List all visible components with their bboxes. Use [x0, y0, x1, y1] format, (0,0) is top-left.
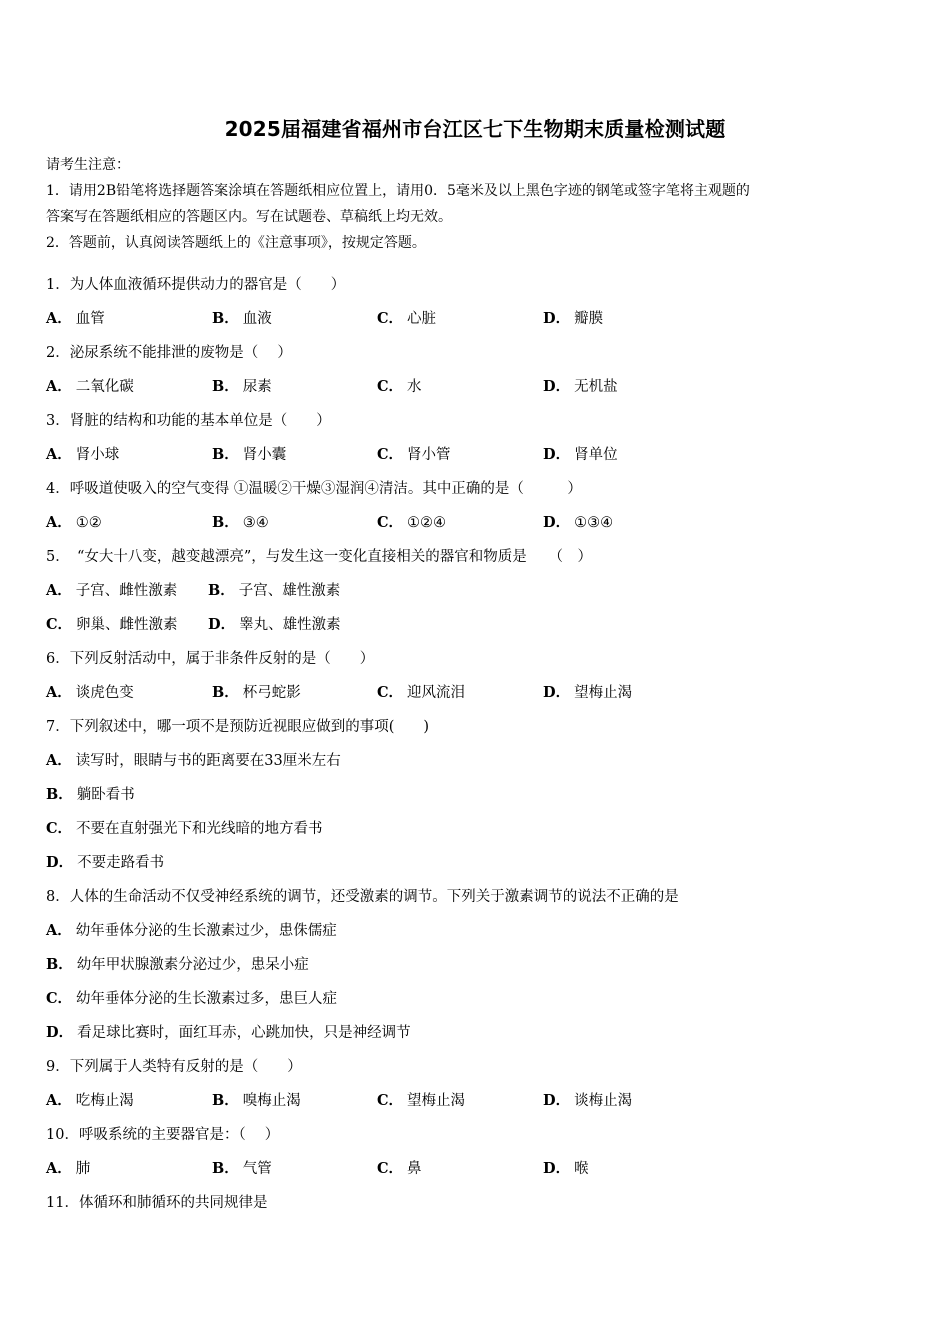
option-b: B． 杯弓蛇影: [212, 684, 301, 701]
option-a: A． 二氧化碳: [46, 378, 134, 395]
option-a: A． 谈虎色变: [46, 684, 134, 701]
option-d: D． 谈梅止渴: [543, 1092, 633, 1109]
question-stem: 6．下列反射活动中，属于非条件反射的是（ ）: [46, 651, 375, 667]
option-b: B． 躺卧看书: [46, 786, 135, 803]
option-d: D． 无机盐: [543, 378, 618, 395]
option-c: C． 水: [377, 378, 422, 395]
notice-heading: 请考生注意：: [46, 157, 130, 173]
option-a: A． 子宫、雌性激素: [46, 582, 178, 599]
option-c: C． 卵巢、雌性激素: [46, 616, 178, 633]
exam-notice: [46, 152, 906, 256]
notice-line-1: 1．请用2B铅笔将选择题答案涂填在答题纸相应位置上，请用0．5毫米及以上黑色字迹的钢笔或签字笔将主观题的: [46, 183, 750, 199]
question-stem: 3．肾脏的结构和功能的基本单位是（ ）: [46, 413, 331, 429]
option-b: B． ③④: [212, 514, 269, 531]
option-row: [46, 1088, 906, 1122]
option-c: C． ①②④: [377, 514, 447, 531]
question-stem: 10．呼吸系统的主要器官是：（ ）: [46, 1127, 280, 1143]
option-d: D． ①③④: [543, 514, 614, 531]
option-c: C． 幼年垂体分泌的生长激素过多，患巨人症: [46, 990, 338, 1007]
option-b: B． 血液: [212, 310, 272, 327]
option-b: B． 肾小囊: [212, 446, 287, 463]
option-b: B． 气管: [212, 1160, 272, 1177]
option-a: A． ①②: [46, 514, 102, 531]
question-list: [46, 272, 906, 1224]
option-row: [46, 306, 906, 340]
question-stem: 9．下列属于人类特有反射的是（ ）: [46, 1059, 302, 1075]
option-a: A． 吃梅止渴: [46, 1092, 134, 1109]
option-row: [46, 442, 906, 476]
option-d: D． 望梅止渴: [543, 684, 633, 701]
option-c: C． 肾小管: [377, 446, 451, 463]
question-stem: 2．泌尿系统不能排泄的废物是（ ）: [46, 345, 292, 361]
question-stem: 8．人体的生命活动不仅受神经系统的调节，还受激素的调节。下列关于激素调节的说法不正确的是: [46, 889, 679, 905]
page-title: 2025届福建省福州市台江区七下生物期末质量检测试题: [224, 117, 726, 141]
option-d: D． 不要走路看书: [46, 854, 165, 871]
option-c: C． 望梅止渴: [377, 1092, 466, 1109]
option-c: C． 不要在直射强光下和光线暗的地方看书: [46, 820, 323, 837]
option-c: C． 鼻: [377, 1160, 422, 1177]
question-stem: 1．为人体血液循环提供动力的器官是（ ）: [46, 277, 346, 293]
option-row: [46, 374, 906, 408]
notice-line-2: 答案写在答题纸相应的答题区内。写在试题卷、草稿纸上均无效。: [46, 209, 452, 225]
option-d: D． 瓣膜: [543, 310, 604, 327]
option-c: C． 迎风流泪: [377, 684, 466, 701]
option-d: D． 睾丸、雄性激素: [208, 616, 341, 633]
option-a: A． 读写时，眼睛与书的距离要在33厘米左右: [46, 752, 341, 769]
notice-line-3: 2．答题前，认真阅读答题纸上的《注意事项》，按规定答题。: [46, 235, 426, 251]
question-stem: 11．体循环和肺循环的共同规律是: [46, 1195, 268, 1211]
option-a: A． 幼年垂体分泌的生长激素过少，患侏儒症: [46, 922, 337, 939]
option-b: B． 幼年甲状腺激素分泌过少，患呆小症: [46, 956, 309, 973]
option-row: [46, 680, 906, 714]
question-stem: 7．下列叙述中，哪一项不是预防近视眼应做到的事项( ): [46, 719, 430, 735]
option-a: A． 肺: [46, 1160, 91, 1177]
question-stem: 5． “女大十八变，越变越漂亮”，与发生这一变化直接相关的器官和物质是 （ ）: [46, 549, 593, 565]
option-row: [46, 612, 906, 646]
option-c: C． 心脏: [377, 310, 437, 327]
option-d: D． 喉: [543, 1160, 589, 1177]
option-row: [46, 1156, 906, 1190]
option-row: [46, 578, 906, 612]
option-d: D． 看足球比赛时，面红耳赤，心跳加快，只是神经调节: [46, 1024, 411, 1041]
option-b: B． 嗅梅止渴: [212, 1092, 301, 1109]
question-stem: 4．呼吸道使吸入的空气变得 ①温暖②干燥③湿润④清洁。其中正确的是（ ）: [46, 481, 582, 497]
option-row: [46, 510, 906, 544]
option-b: B． 子宫、雄性激素: [208, 582, 341, 599]
option-a: A． 血管: [46, 310, 105, 327]
option-a: A． 肾小球: [46, 446, 120, 463]
option-b: B． 尿素: [212, 378, 272, 395]
option-d: D． 肾单位: [543, 446, 618, 463]
